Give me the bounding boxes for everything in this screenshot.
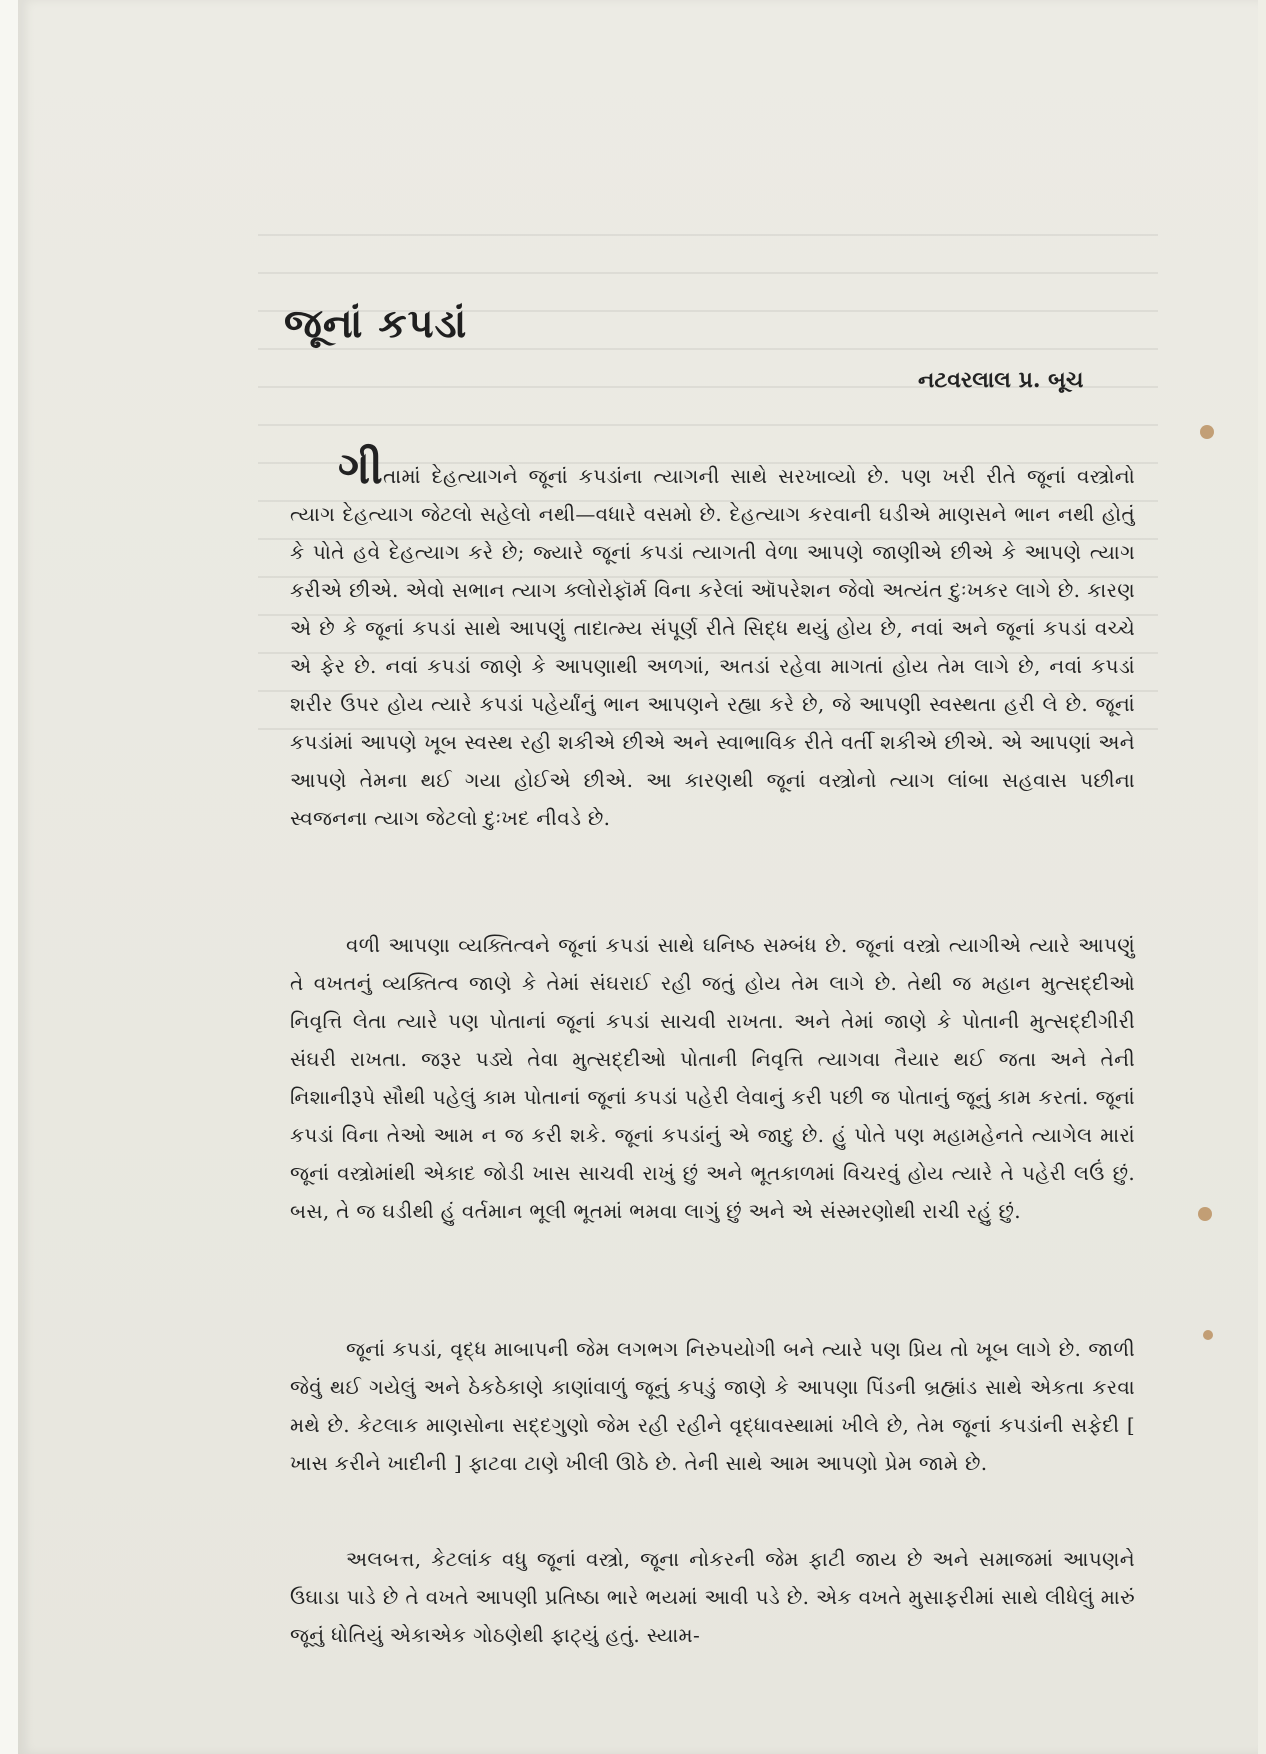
paper-stain (1198, 1207, 1212, 1221)
page-edge (0, 0, 18, 1754)
paragraph-1 (290, 443, 1135, 837)
paper-stain (1203, 1330, 1213, 1340)
paragraph-1-text: તામાં દેહત્યાગને જૂનાં કપડાંના ત્યાગની સાથે સરખાવ્યો છે. પણ ખરી રીતે જૂનાં વસ્ત્રોનો ત્યાગ દેહત્યાગ જેટલો સહેલો નથી—વધારે વસમો છે. દેહત્યાગ કરવાની ઘડીએ માણસને ભાન નથી હોતું કે પોતે હવે દેહત્યાગ કરે છે; જ્યારે જૂનાં કપડાં ત્યાગતી વેળા આપણે જાણીએ છીએ કે આપણે ત્યાગ કરીએ છીએ. એવો સભાન ત્યાગ ક્લોરોફૉર્મ વિના કરેલાં ઑપરેશન જેવો અત્યંત દુઃખકર લાગે છે. કારણ એ છે કે જૂનાં કપડાં સાથે આપણું તાદાત્મ્ય સંપૂર્ણ રીતે સિદ્ધ થયું હોય છે, નવાં અને જૂનાં કપડાં વચ્ચે એ ફેર છે. નવાં કપડાં જાણે કે આપણાથી અળગાં, અતડાં રહેવા માગતાં હોય તેમ લાગે છે, નવાં કપડાં શરીર ઉપર હોય ત્યારે કપડાં પહેર્યાંનું ભાન આપણને રહ્યા કરે છે, જે આપણી સ્વસ્થતા હરી લે છે. જૂનાં કપડાંમાં આપણે ખૂબ સ્વસ્થ રહી શકીએ છીએ અને સ્વાભાવિક રીતે વર્તી શકીએ છીએ. એ આપણાં અને આપણે તેમના થઈ ગયા હોઈએ છીએ. આ કારણથી જૂનાં વસ્ત્રોનો ત્યાગ લાંબા સહવાસ પછીના સ્વજનના ત્યાગ જેટલો દુઃખદ નીવડે છે. (290, 464, 1135, 830)
paper-stain (1200, 425, 1214, 439)
paragraph-2: વળી આપણા વ્યક્તિત્વને જૂનાં કપડાં સાથે ઘનિષ્ઠ સમ્બંધ છે. જૂનાં વસ્ત્રો ત્યાગીએ ત્યારે આપણું તે વખતનું વ્યક્તિત્વ જાણે કે તેમાં સંઘરાઈ રહી જતું હોય તેમ લાગે છે. તેથી જ મહાન મુત્સદ્દીઓ નિવૃત્તિ લેતા ત્યારે પણ પોતાનાં જૂનાં કપડાં સાચવી રાખતા. અને તેમાં જાણે કે પોતાની મુત્સદ્દીગીરી સંઘરી રાખતા. જરૂર પડ્યે તેવા મુત્સદ્દીઓ પોતાની નિવૃત્તિ ત્યાગવા તૈયાર થઈ જતા અને તેની નિશાનીરૂપે સૌથી પહેલું કામ પોતાનાં જૂનાં કપડાં પહેરી લેવાનું કરી પછી જ પોતાનું જૂનું કામ કરતાં. જૂનાં કપડાં વિના તેઓ આમ ન જ કરી શકે. જૂનાં કપડાંનું એ જાદુ છે. હું પોતે પણ મહામહેનતે ત્યાગેલ મારાં જૂનાં વસ્ત્રોમાંથી એકાદ જોડી ખાસ સાચવી રાખું છું અને ભૂતકાળમાં વિચરવું હોય ત્યારે તે પહેરી લઉં છું. બસ, તે જ ઘડીથી હું વર્તમાન ભૂલી ભૂતમાં ભમવા લાગું છું અને એ સંસ્મરણોથી રાચી રહું છું. (290, 933, 1135, 1223)
book-page (18, 0, 1258, 1754)
paragraph-4: અલબત્ત, કેટલાંક વધુ જૂનાં વસ્ત્રો, જૂના નોકરની જેમ ફાટી જાય છે અને સમાજમાં આપણને ઉઘાડા પાડે છે તે વખતે આપણી પ્રતિષ્ઠા ભારે ભયમાં આવી પડે છે. એક વખતે મુસાફરીમાં સાથે લીધેલું મારું જૂનું ધોતિયું એકાએક ગોઠણેથી ફાટ્યું હતું. સ્યામ- (290, 1547, 1135, 1647)
article-title: જૂનાં કપડાં (284, 300, 468, 347)
paragraph-3: જૂનાં કપડાં, વૃદ્ધ માબાપની જેમ લગભગ નિરુપયોગી બને ત્યારે પણ પ્રિય તો ખૂબ લાગે છે. જાળી જેવું થઈ ગયેલું અને ઠેકઠેકાણે કાણાંવાળું જૂનું કપડું જાણે કે આપણા પિંડની બ્રહ્માંડ સાથે એકતા કરવા મથે છે. કેટલાક માણસોના સદ્દગુણો જેમ રહી રહીને વૃદ્ધાવસ્થામાં ખીલે છે, તેમ જૂનાં કપડાંની સફેદી [ ખાસ કરીને ખાદીની ] ફાટવા ટાણે ખીલી ઊઠે છે. તેની સાથે આમ આપણો પ્રેમ જામે છે. (290, 1337, 1135, 1475)
drop-cap: ગી (338, 443, 384, 494)
author-name: નટવરલાલ પ્ર. બૂચ (918, 367, 1084, 393)
